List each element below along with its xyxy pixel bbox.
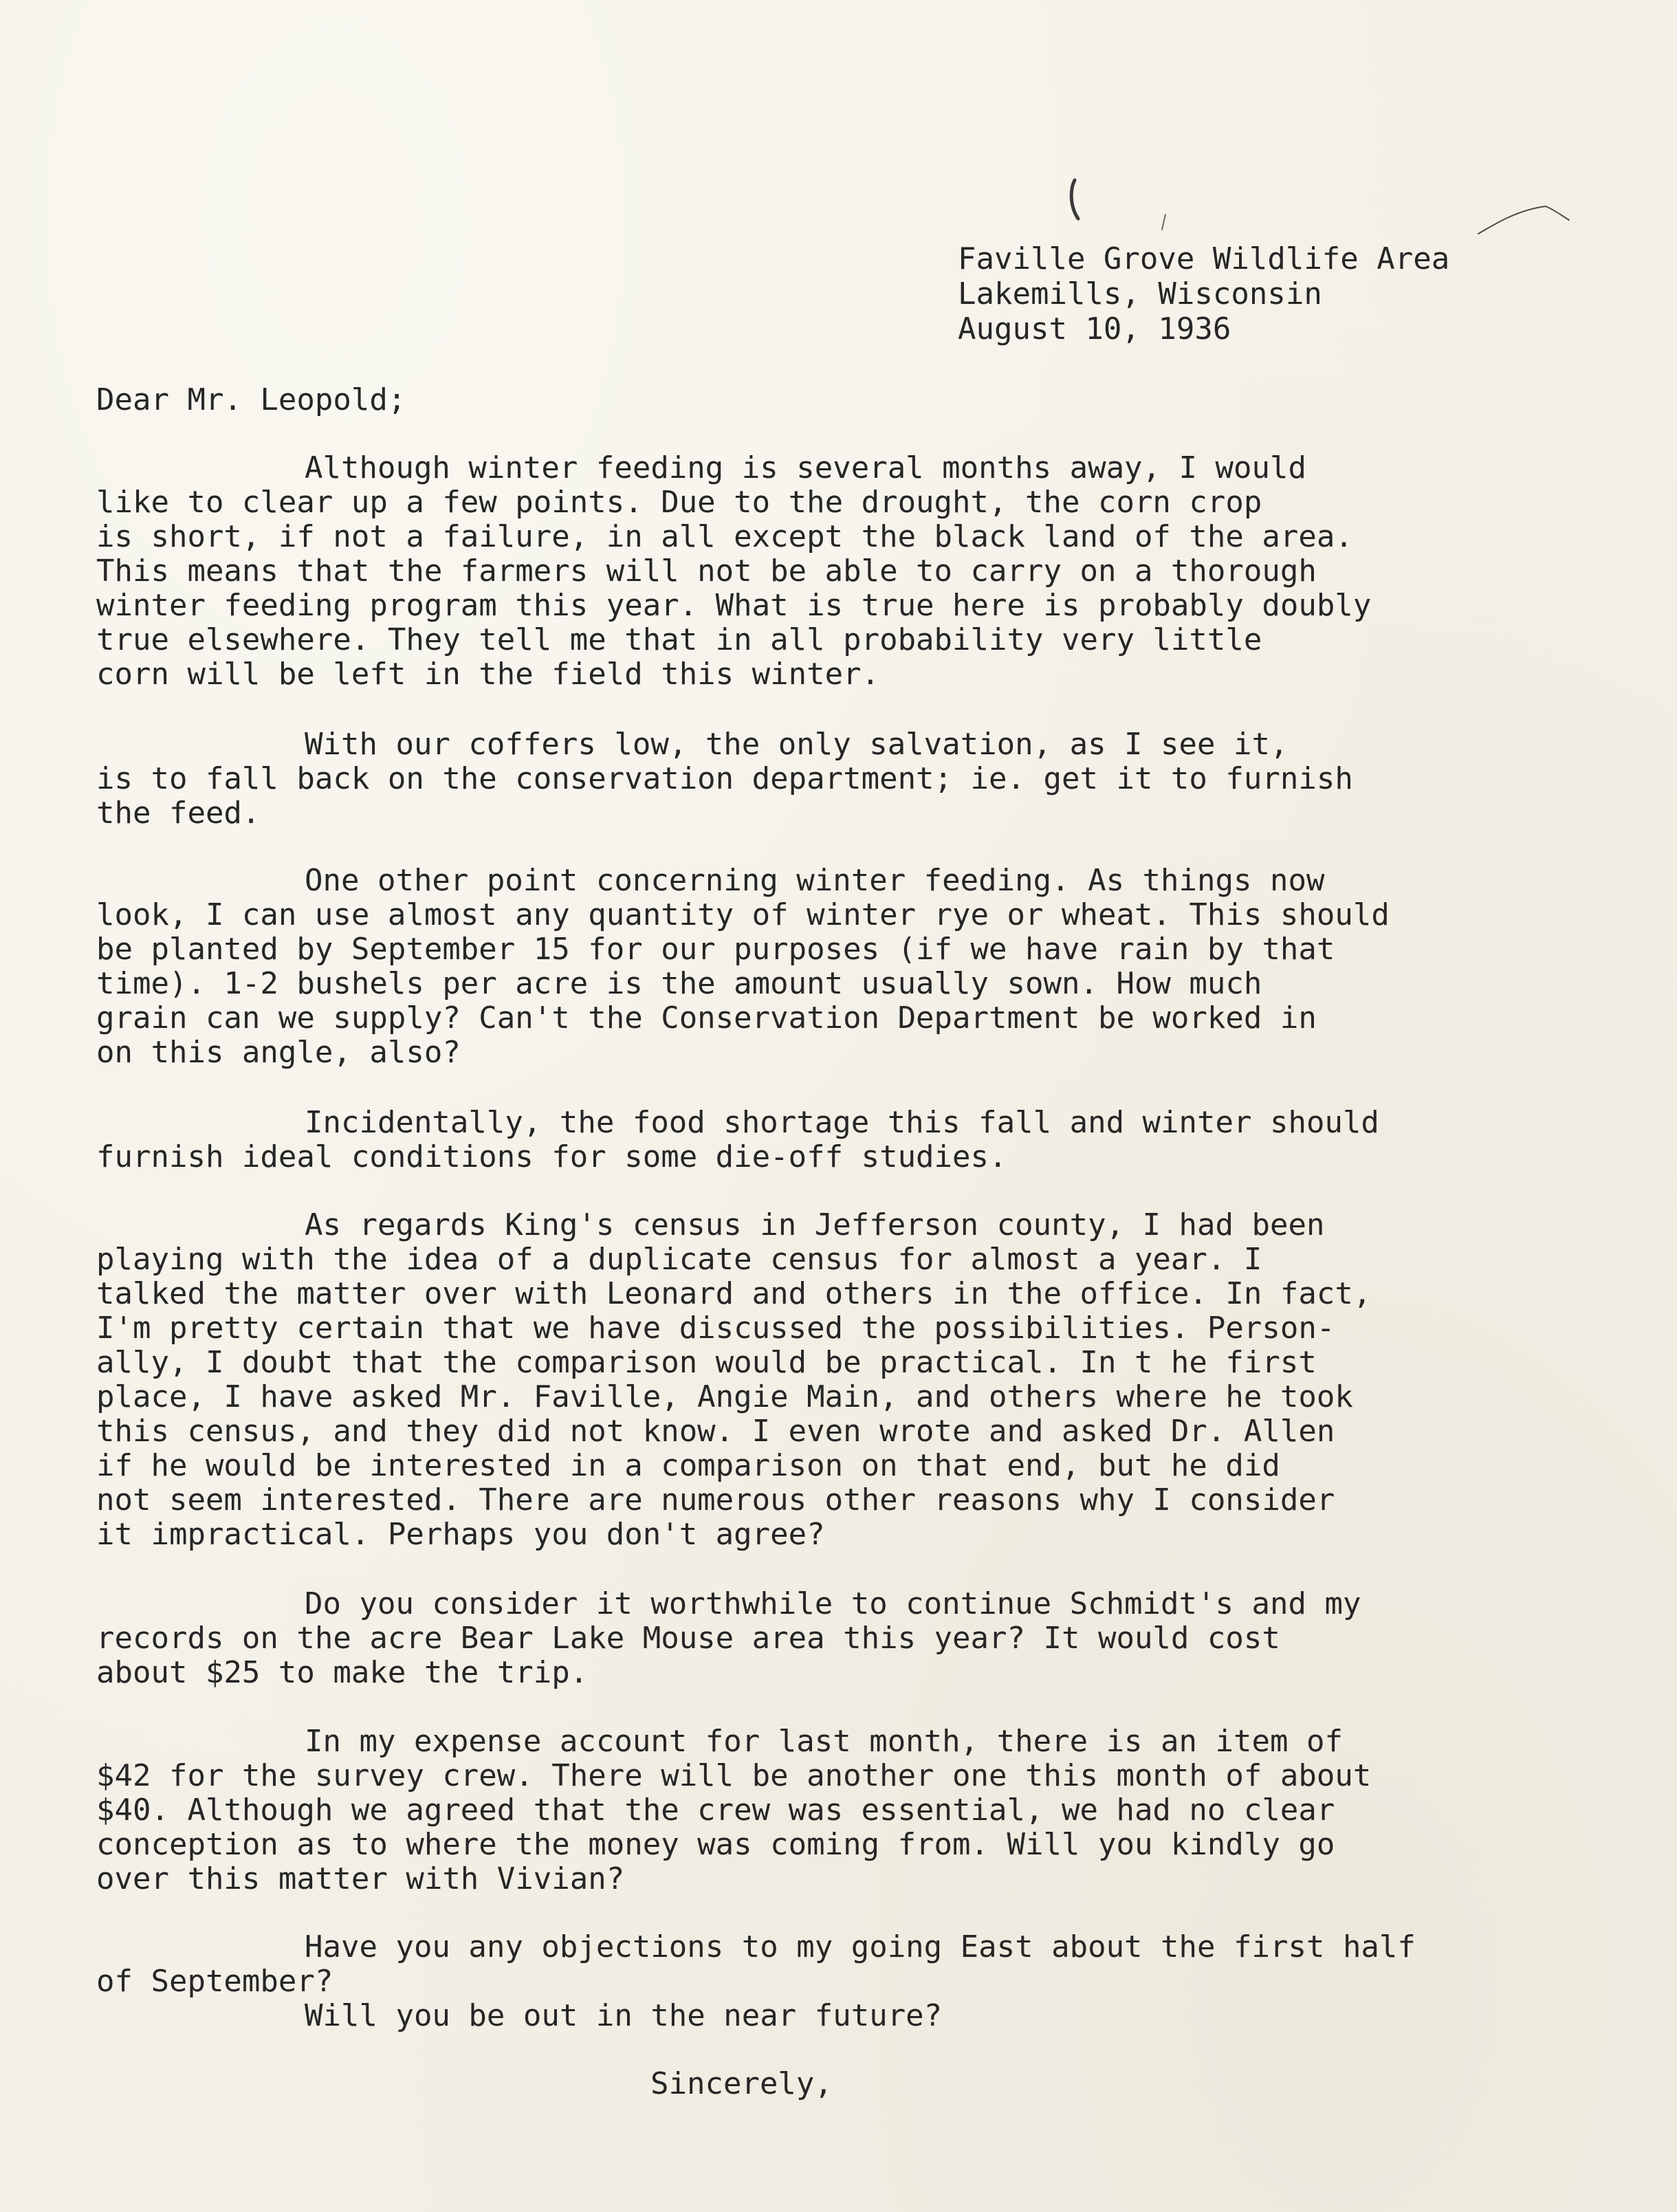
text-line: furnish ideal conditions for some die-off studies. [96, 1139, 1007, 1174]
text-line: not seem interested. There are numerous other reasons why I consider [96, 1482, 1335, 1518]
text-line: Although winter feeding is several months away, I would [305, 450, 1306, 485]
text-line: As regards King's census in Jefferson county, I had been [305, 1207, 1325, 1242]
text-line: corn will be left in the field this winter. [96, 657, 880, 692]
text-line: $42 for the survey crew. There will be another one this month of about [96, 1758, 1372, 1793]
text-line: true elsewhere. They tell me that in all probability very little [96, 622, 1262, 657]
text-line: place, I have asked Mr. Faville, Angie Main, and others where he took [96, 1379, 1353, 1414]
text-line: Have you any objections to my going East about the first half [305, 1929, 1416, 1964]
text-line: about $25 to make the trip. [96, 1655, 589, 1690]
text-line: be planted by September 15 for our purposes (if we have rain by that [96, 932, 1335, 967]
text-line: talked the matter over with Leonard and others in the office. In fact, [96, 1276, 1372, 1311]
heading-line: Faville Grove Wildlife Area [958, 241, 1450, 276]
text-line: winter feeding program this year. What is true here is probably doubly [96, 588, 1372, 623]
text-line: Do you consider it worthwhile to continue Schmidt's and my [305, 1586, 1361, 1621]
text-line: ally, I doubt that the comparison would be practical. In t he first [96, 1345, 1317, 1380]
text-line: over this matter with Vivian? [96, 1861, 625, 1896]
heading-line: August 10, 1936 [958, 311, 1231, 347]
text-line: This means that the farmers will not be able to carry on a thorough [96, 554, 1317, 589]
text-line: on this angle, also? [96, 1035, 461, 1070]
text-line: Incidentally, the food shortage this fall and winter should [305, 1105, 1379, 1140]
text-line: if he would be interested in a comparison on that end, but he did [96, 1448, 1280, 1483]
text-line: look, I can use almost any quantity of winter rye or wheat. This should [96, 897, 1390, 932]
text-line: One other point concerning winter feeding. As things now [305, 863, 1325, 898]
text-line: playing with the idea of a duplicate census for almost a year. I [96, 1242, 1262, 1277]
text-line: grain can we supply? Can't the Conservation Department be worked in [96, 1000, 1317, 1036]
text-line: it impractical. Perhaps you don't agree? [96, 1517, 825, 1552]
text-line: records on the acre Bear Lake Mouse area this year? It would cost [96, 1621, 1280, 1656]
text-line: of September? [96, 1964, 333, 1999]
text-line: the feed. [96, 796, 261, 831]
text-line: $40. Although we agreed that the crew was essential, we had no clear [96, 1793, 1335, 1828]
text-line: is short, if not a failure, in all except the black land of the area. [96, 519, 1353, 554]
text-line: conception as to where the money was coming from. Will you kindly go [96, 1827, 1335, 1862]
pen-marks [0, 0, 1677, 275]
text-line: time). 1-2 bushels per acre is the amount usually sown. How much [96, 966, 1262, 1001]
heading-line: Lakemills, Wisconsin [958, 276, 1322, 311]
text-line: Will you be out in the near future? [305, 1998, 943, 2033]
closing: Sincerely, [650, 2066, 833, 2101]
salutation: Dear Mr. Leopold; [96, 382, 406, 417]
text-line: this census, and they did not know. I even wrote and asked Dr. Allen [96, 1414, 1335, 1449]
text-line: In my expense account for last month, there is an item of [305, 1724, 1343, 1759]
text-line: With our coffers low, the only salvation, as I see it, [305, 727, 1289, 762]
text-line: is to fall back on the conservation department; ie. get it to furnish [96, 761, 1353, 796]
text-line: I'm pretty certain that we have discussed the possibilities. Person- [96, 1311, 1335, 1346]
text-line: like to clear up a few points. Due to the drought, the corn crop [96, 485, 1262, 520]
